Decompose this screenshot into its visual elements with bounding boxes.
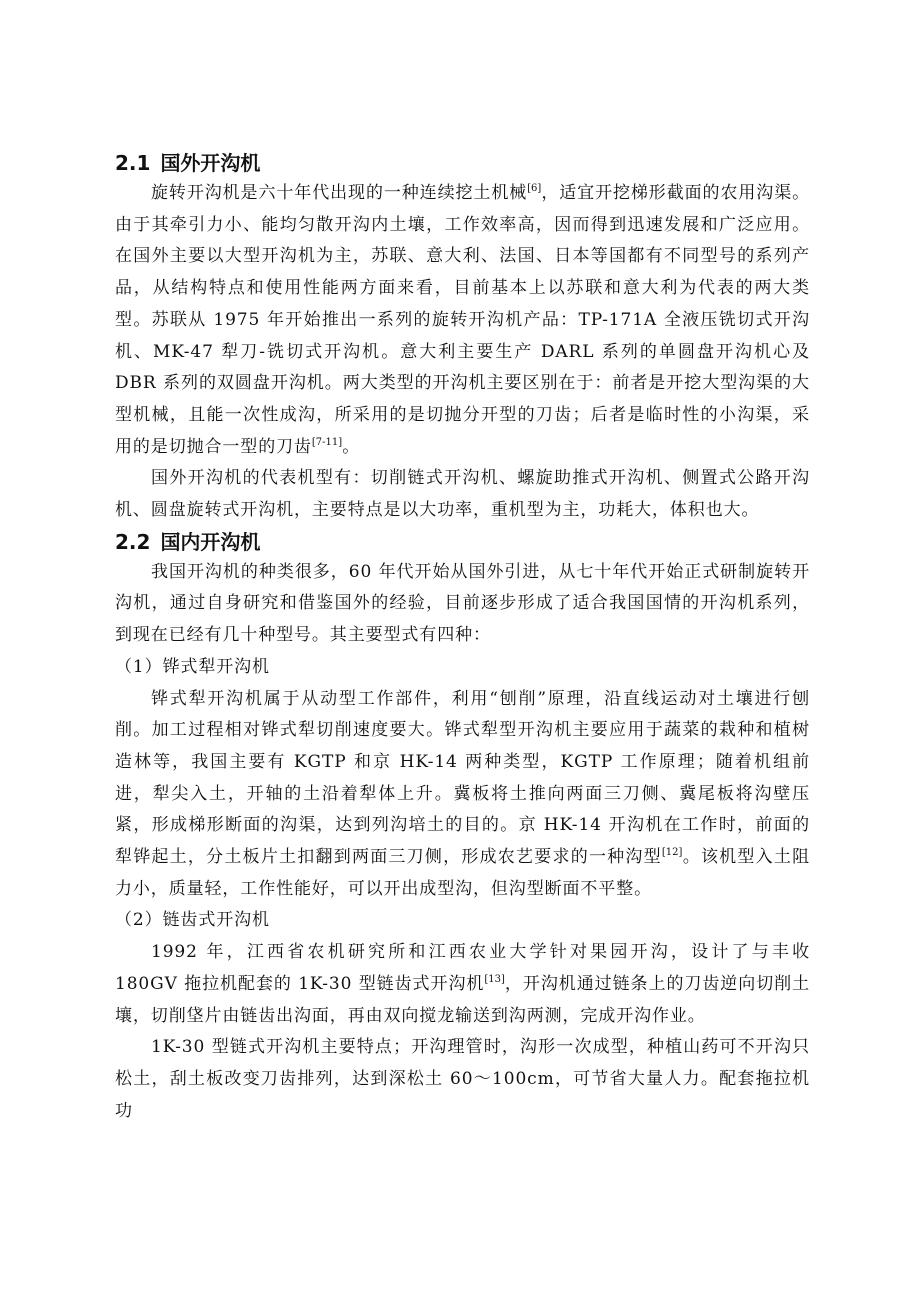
paragraph-text: 铧式犁开沟机属于从动型工作部件，利用“刨削”原理，沿直线运动对土壤进行刨削。加工过程相对铧式犁切削速度要大。铧式犁型开沟机主要应用于蔬菜的栽种和植树造林等，我国主要有 KGTP 和京 HK-14 两种类型，KGTP 工作原理；随着机组前进，犁尖入土，开轴的土沿着犁体上升。冀板将土推向两面三刀侧、冀尾板将沟壁压紧，形成梯形断面的沟渠，达到列沟培土的目的。京 HK-14 开沟机在工作时，前面的犁铧起土，分土板片土扣翻到两面三刀侧，形成农艺要求的一种沟型 (115, 688, 810, 868)
paragraph-chain-trencher (115, 937, 810, 1032)
paragraph-text: 。 (342, 436, 361, 457)
paragraph-1k30-features: 1K-30 型链式开沟机主要特点；开沟理管时，沟形一次成型，种植山药可不开沟只松土，刮土板改变刀齿排列，达到深松土 60～100cm，可节省大量人力。配套拖拉机功 (115, 1037, 810, 1121)
paragraph-rotary-trencher (115, 178, 810, 463)
citation-ref: [6] (527, 183, 542, 194)
section-heading-2-2 (115, 527, 810, 557)
citation-ref: [13] (484, 973, 505, 985)
paragraph-text: 旋转开沟机是六十年代出现的一种连续挖土机械 (151, 183, 528, 203)
paragraph-text: 1992 年，江西省农机研究所和江西农业大学针对果园开沟，设计了与丰收 180GV 拖拉机配套的 1K-30 型链齿式开沟机 (115, 942, 810, 994)
citation-ref: [12] (661, 847, 683, 859)
paragraph-plow-trencher (115, 684, 810, 906)
section-number: 2.2 (115, 529, 151, 554)
section-heading-2-1 (115, 148, 810, 178)
subheading-plow-trencher: （1）铧式犁开沟机 (115, 656, 270, 677)
paragraph-foreign-models: 国外开沟机的代表机型有：切削链式开沟机、螺旋助推式开沟机、侧置式公路开沟机、圆盘旋转式开沟机，主要特点是以大功率，重机型为主，功耗大，体积也大。 (115, 468, 810, 521)
paragraph-domestic-overview: 我国开沟机的种类很多，60 年代开始从国外引进，从七十年代开始正式研制旋转开沟机，通过自身研究和借鉴国外的经验，目前逐步形成了适合我国国情的开沟机系列，到现在已经有几十种型号。其主要型式有四种： (115, 561, 810, 646)
section-title: 国内开沟机 (160, 529, 261, 554)
document-page (115, 148, 810, 1127)
citation-ref: [7-11] (311, 436, 343, 448)
section-number: 2.1 (115, 151, 151, 175)
paragraph-text: ，开沟机通过链条上的刀齿逆向切削土壤，切削垡片由链齿出沟面，再由双向搅龙输送到沟两测，完成开沟作业。 (115, 973, 810, 1026)
section-title: 国外开沟机 (160, 151, 261, 175)
paragraph-text: ，适宜开挖梯形截面的农用沟渠。由于其牵引力小、能均匀散开沟内土壤，工作效率高，因而得到迅速发展和广泛应用。在国外主要以大型开沟机为主，苏联、意大利、法国、日本等国都有不同型号的系列产品，从结构特点和使用性能两方面来看，目前基本上以苏联和意大利为代表的两大类型。苏联从 1975 年开始推出一系列的旋转开沟机产品：TP-171A 全液压铣切式开沟机、MK-47 犁刀-铣切式开沟机。意大利主要生产 DARL 系列的单圆盘开沟机心及 DBR 系列的双圆盘开沟机。两大类型的开沟机主要区别在于：前者是开挖大型沟渠的大型机械，且能一次性成沟，所采用的是切抛分开型的刀齿；后者是临时性的小沟渠，采用的是切抛合一型的刀齿 (115, 183, 811, 457)
paragraph-text: 。该机型入土阻力小，质量轻，工作性能好，可以开出成型沟，但沟型断面不平整。 (115, 847, 810, 899)
subheading-chain-trencher: （2）链齿式开沟机 (115, 910, 270, 931)
